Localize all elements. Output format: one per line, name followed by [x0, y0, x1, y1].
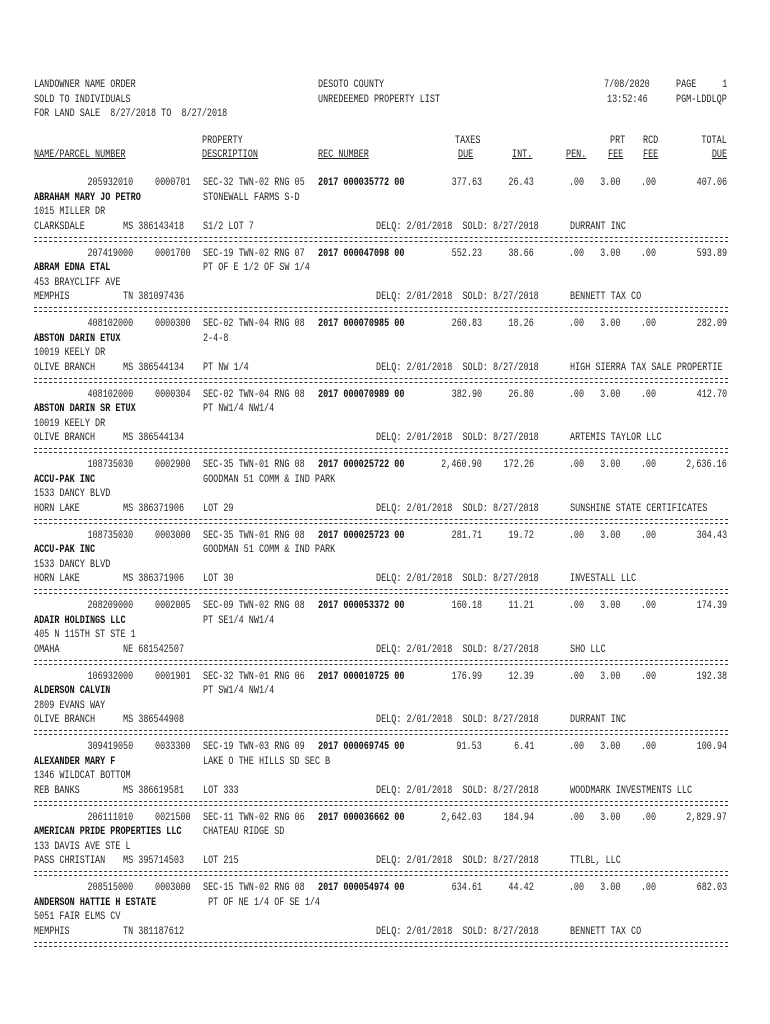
- rcd-fee: .00: [640, 318, 656, 330]
- total-due: 593.89: [696, 247, 727, 260]
- list-title: UNREDEEMED PROPERTY LIST: [318, 94, 441, 106]
- owner-city: HORN LAKE: [34, 502, 80, 515]
- landowner-name: ALEXANDER MARY F: [34, 755, 116, 768]
- owner-city: REB BANKS: [34, 784, 80, 797]
- delinquent-sold-dates: DELQ: 2/01/2018 SOLD: 8/27/2018: [376, 573, 539, 585]
- property-description-line-1: SEC-15 TWN-02 RNG 08: [203, 882, 305, 894]
- total-due: 100.94: [696, 741, 727, 753]
- owner-address: 1346 WILDCAT BOTTOM: [34, 770, 131, 782]
- property-description-line-1: SEC-19 TWN-03 RNG 09: [203, 741, 305, 753]
- owner-state-zip: MS 386371906: [123, 502, 185, 515]
- property-description-line-1: SEC-02 TWN-04 RNG 08: [203, 388, 305, 401]
- owner-address: 133 DAVIS AVE STE L: [34, 840, 131, 853]
- parcel-number: 205932010: [87, 177, 133, 189]
- penalty: .00: [568, 882, 584, 894]
- taxes-due: 377.63: [451, 177, 482, 189]
- total-due: 174.39: [696, 600, 727, 612]
- record-separator: [34, 378, 728, 383]
- rec-number: 2017 000069745 00: [318, 741, 405, 753]
- landowner-name: ADAIR HOLDINGS LLC: [34, 614, 126, 627]
- owner-address: 453 BRAYCLIFF AVE: [34, 276, 121, 289]
- interest: 38.66: [508, 247, 534, 260]
- total-header: TOTAL: [701, 135, 727, 147]
- parcel-number: 208515000: [87, 882, 133, 894]
- owner-state-zip: TN 381187612: [123, 925, 185, 938]
- rec-number: 2017 000053372 00: [318, 600, 405, 612]
- rec-number: 2017 000010725 00: [318, 670, 405, 683]
- rcd-fee: .00: [640, 811, 656, 824]
- record-separator: [34, 942, 728, 947]
- subparcel-number: 0001700: [155, 247, 191, 260]
- owner-state-zip: NE 681542507: [123, 643, 185, 656]
- pen-header: PEN.: [566, 149, 587, 161]
- rec-number: 2017 000070989 00: [318, 388, 405, 401]
- record-separator: [34, 448, 728, 453]
- owner-address: 10019 KEELY DR: [34, 417, 106, 430]
- rec-number: 2017 000025722 00: [318, 459, 405, 471]
- penalty: .00: [568, 177, 584, 189]
- parcel-number: 408102000: [87, 318, 133, 330]
- rcd-fee: .00: [640, 247, 656, 260]
- description-header: DESCRIPTION: [202, 149, 258, 161]
- penalty: .00: [568, 318, 584, 330]
- prt-fee: 3.00: [599, 388, 620, 401]
- rec-number: 2017 000025723 00: [318, 529, 405, 542]
- taxes-due: 160.18: [451, 600, 482, 612]
- landowner-name: ABSTON DARIN SR ETUX: [34, 403, 136, 415]
- owner-address: 1015 MILLER DR: [34, 206, 106, 218]
- sale-date-range: FOR LAND SALE 8/27/2018 TO 8/27/2018: [34, 108, 228, 120]
- owner-state-zip: TN 381097436: [123, 291, 185, 303]
- rcd-fee-header: FEE: [643, 149, 659, 161]
- prt-fee: 3.00: [599, 811, 620, 824]
- penalty: .00: [568, 741, 584, 753]
- record-separator: [34, 589, 728, 594]
- tax-sale-buyer: DURRANT INC: [570, 220, 626, 233]
- property-description-line-1: SEC-11 TWN-02 RNG 06: [203, 811, 305, 824]
- landowner-name: ABRAHAM MARY JO PETRO: [34, 191, 141, 204]
- delinquent-sold-dates: DELQ: 2/01/2018 SOLD: 8/27/2018: [376, 291, 539, 303]
- property-description-line-2: GOODMAN 51 COMM & IND PARK: [203, 544, 336, 556]
- taxes-due: 552.23: [451, 247, 482, 260]
- tax-sale-buyer: BENNETT TAX CO: [570, 925, 642, 938]
- subparcel-number: 0002005: [155, 600, 191, 612]
- taxes-due: 91.53: [456, 741, 482, 753]
- rcd-fee: .00: [640, 459, 656, 471]
- interest: 19.72: [508, 529, 534, 542]
- delinquent-sold-dates: DELQ: 2/01/2018 SOLD: 8/27/2018: [376, 714, 539, 726]
- subparcel-number: 0003000: [155, 529, 191, 542]
- prt-fee: 3.00: [599, 741, 620, 753]
- prt-header: PRT: [610, 135, 626, 147]
- owner-city: OLIVE BRANCH: [34, 432, 96, 444]
- delinquent-sold-dates: DELQ: 2/01/2018 SOLD: 8/27/2018: [376, 502, 539, 515]
- property-description-line-1: SEC-19 TWN-02 RNG 07: [203, 247, 305, 260]
- interest: 6.41: [513, 741, 534, 753]
- parcel-number: 208209000: [87, 600, 133, 612]
- tax-sale-buyer: HIGH SIERRA TAX SALE PROPERTIE: [570, 361, 723, 374]
- report-date: 7/08/2020: [604, 79, 650, 91]
- property-description-line-1: SEC-35 TWN-01 RNG 08: [203, 459, 305, 471]
- owner-city: HORN LAKE: [34, 573, 80, 585]
- parcel-number: 309419050: [87, 741, 133, 753]
- penalty: .00: [568, 388, 584, 401]
- subparcel-number: 0000300: [155, 318, 191, 330]
- owner-state-zip: MS 386143418: [123, 220, 185, 233]
- total-due: 412.70: [696, 388, 727, 401]
- delinquent-sold-dates: DELQ: 2/01/2018 SOLD: 8/27/2018: [376, 432, 539, 444]
- interest: 26.80: [508, 388, 534, 401]
- landowner-name: ABSTON DARIN ETUX: [34, 332, 121, 345]
- owner-city: MEMPHIS: [34, 291, 70, 303]
- owner-state-zip: MS 395714503: [123, 855, 185, 867]
- landowner-name: ALDERSON CALVIN: [34, 685, 111, 697]
- property-description-line-2: PT SW1/4 NW1/4: [203, 685, 275, 697]
- owner-address: 1533 DANCY BLVD: [34, 488, 111, 500]
- prt-fee: 3.00: [599, 600, 620, 612]
- rec-number: 2017 000070985 00: [318, 318, 405, 330]
- taxes-due: 634.61: [451, 882, 482, 894]
- total-due: 2,636.16: [686, 459, 727, 471]
- subparcel-number: 0002900: [155, 459, 191, 471]
- rec-number: 2017 000035772 00: [318, 177, 405, 189]
- total-due: 192.38: [696, 670, 727, 683]
- property-header: PROPERTY: [202, 135, 243, 147]
- subparcel-number: 0001901: [155, 670, 191, 683]
- owner-city: CLARKSDALE: [34, 220, 85, 233]
- rcd-fee: .00: [640, 388, 656, 401]
- interest: 184.94: [503, 811, 534, 824]
- penalty: .00: [568, 670, 584, 683]
- penalty: .00: [568, 600, 584, 612]
- record-separator: [34, 660, 728, 665]
- total-due: 282.09: [696, 318, 727, 330]
- penalty: .00: [568, 811, 584, 824]
- prt-fee: 3.00: [599, 882, 620, 894]
- due-header: DUE: [458, 149, 474, 161]
- parcel-number: 106932000: [87, 670, 133, 683]
- subparcel-number: 0003000: [155, 882, 191, 894]
- page-label: PAGE: [676, 79, 697, 91]
- owner-city: PASS CHRISTIAN: [34, 855, 106, 867]
- int-header: INT.: [512, 149, 533, 161]
- delinquent-sold-dates: DELQ: 2/01/2018 SOLD: 8/27/2018: [376, 784, 539, 797]
- report-order-title: LANDOWNER NAME ORDER: [34, 79, 136, 91]
- prt-fee: 3.00: [599, 177, 620, 189]
- total-due: 407.06: [696, 177, 727, 189]
- prt-fee: 3.00: [599, 247, 620, 260]
- property-description-line-1: SEC-35 TWN-01 RNG 08: [203, 529, 305, 542]
- rcd-fee: .00: [640, 600, 656, 612]
- tax-sale-buyer: DURRANT INC: [570, 714, 626, 726]
- taxes-due: 2,642.03: [441, 811, 482, 824]
- property-description-line-2: PT NW1/4 NW1/4: [203, 403, 275, 415]
- owner-city: OLIVE BRANCH: [34, 361, 96, 374]
- property-description-line-2: PT OF E 1/2 OF SW 1/4: [203, 262, 310, 274]
- tax-sale-buyer: ARTEMIS TAYLOR LLC: [570, 432, 662, 444]
- property-description-line-3: LOT 30: [203, 573, 234, 585]
- taxes-due: 281.71: [451, 529, 482, 542]
- landowner-name: AMERICAN PRIDE PROPERTIES LLC: [34, 826, 182, 838]
- prt-fee: 3.00: [599, 670, 620, 683]
- record-separator: [34, 519, 728, 524]
- delinquent-sold-dates: DELQ: 2/01/2018 SOLD: 8/27/2018: [376, 361, 539, 374]
- tax-sale-buyer: WOODMARK INVESTMENTS LLC: [570, 784, 693, 797]
- rcd-fee: .00: [640, 177, 656, 189]
- owner-state-zip: MS 386544908: [123, 714, 185, 726]
- parcel-number: 207419000: [87, 247, 133, 260]
- landowner-name: ACCU-PAK INC: [34, 544, 96, 556]
- tax-sale-buyer: INVESTALL LLC: [570, 573, 637, 585]
- owner-address: 2809 EVANS WAY: [34, 699, 106, 712]
- property-description-line-3: LOT 215: [203, 855, 239, 867]
- property-description-line-2: GOODMAN 51 COMM & IND PARK: [203, 473, 336, 486]
- property-description-line-2: PT SE1/4 NW1/4: [203, 614, 275, 627]
- property-description-line-2: PT OF NE 1/4 OF SE 1/4: [203, 896, 320, 909]
- penalty: .00: [568, 459, 584, 471]
- owner-city: MEMPHIS: [34, 925, 70, 938]
- total-due: 2,829.97: [686, 811, 727, 824]
- property-description-line-3: S1/2 LOT 7: [203, 220, 254, 233]
- parcel-number: 206111010: [87, 811, 133, 824]
- rcd-fee: .00: [640, 529, 656, 542]
- owner-city: OLIVE BRANCH: [34, 714, 96, 726]
- prt-fee-header: FEE: [608, 149, 624, 161]
- property-description-line-3: LOT 333: [203, 784, 239, 797]
- rcd-fee: .00: [640, 882, 656, 894]
- taxes-due: 176.99: [451, 670, 482, 683]
- delinquent-sold-dates: DELQ: 2/01/2018 SOLD: 8/27/2018: [376, 855, 539, 867]
- parcel-number: 408102000: [87, 388, 133, 401]
- rcd-header: RCD: [643, 135, 659, 147]
- property-description-line-3: LOT 29: [203, 502, 234, 515]
- owner-address: 5051 FAIR ELMS CV: [34, 911, 121, 923]
- delinquent-sold-dates: DELQ: 2/01/2018 SOLD: 8/27/2018: [376, 925, 539, 938]
- interest: 12.39: [508, 670, 534, 683]
- record-separator: [34, 871, 728, 876]
- taxes-due: 382.90: [451, 388, 482, 401]
- owner-state-zip: MS 386371906: [123, 573, 185, 585]
- landowner-name: ABRAM EDNA ETAL: [34, 262, 111, 274]
- owner-state-zip: MS 386544134: [123, 432, 185, 444]
- property-description-line-1: SEC-09 TWN-02 RNG 08: [203, 600, 305, 612]
- prt-fee: 3.00: [599, 459, 620, 471]
- rec-number: 2017 000047098 00: [318, 247, 405, 260]
- owner-state-zip: MS 386544134: [123, 361, 185, 374]
- record-separator: [34, 237, 728, 242]
- subparcel-number: 0021500: [155, 811, 191, 824]
- total-due: 304.43: [696, 529, 727, 542]
- penalty: .00: [568, 529, 584, 542]
- property-description-line-1: SEC-02 TWN-04 RNG 08: [203, 318, 305, 330]
- report-subtitle: SOLD TO INDIVIDUALS: [34, 94, 131, 106]
- tax-sale-buyer: BENNETT TAX CO: [570, 291, 642, 303]
- parcel-number: 108735030: [87, 459, 133, 471]
- property-description-line-2: 2-4-8: [203, 332, 229, 345]
- subparcel-number: 0033300: [155, 741, 191, 753]
- landowner-name: ACCU-PAK INC: [34, 473, 96, 486]
- interest: 26.43: [508, 177, 534, 189]
- interest: 11.21: [508, 600, 534, 612]
- interest: 172.26: [503, 459, 534, 471]
- tax-sale-buyer: TTLBL, LLC: [570, 855, 621, 867]
- delinquent-sold-dates: DELQ: 2/01/2018 SOLD: 8/27/2018: [376, 643, 539, 656]
- interest: 44.42: [508, 882, 534, 894]
- taxes-due: 2,460.90: [441, 459, 482, 471]
- record-separator: [34, 730, 728, 735]
- rec-number: 2017 000054974 00: [318, 882, 405, 894]
- tax-sale-buyer: SUNSHINE STATE CERTIFICATES: [570, 502, 708, 515]
- property-description-line-2: CHATEAU RIDGE SD: [203, 826, 285, 838]
- delinquent-sold-dates: DELQ: 2/01/2018 SOLD: 8/27/2018: [376, 220, 539, 233]
- property-description-line-2: STONEWALL FARMS S-D: [203, 191, 300, 204]
- owner-address: 405 N 115TH ST STE 1: [34, 629, 136, 641]
- parcel-number: 108735030: [87, 529, 133, 542]
- record-separator: [34, 307, 728, 312]
- owner-state-zip: MS 386619581: [123, 784, 185, 797]
- owner-city: OMAHA: [34, 643, 60, 656]
- interest: 18.26: [508, 318, 534, 330]
- rec-number-header: REC NUMBER: [318, 149, 369, 161]
- prt-fee: 3.00: [599, 318, 620, 330]
- rcd-fee: .00: [640, 741, 656, 753]
- taxes-due: 260.83: [451, 318, 482, 330]
- report-time: 13:52:46: [607, 94, 648, 106]
- total-due: 682.03: [696, 882, 727, 894]
- county-name: DESOTO COUNTY: [318, 79, 385, 91]
- total-due-header: DUE: [711, 149, 727, 161]
- property-description-line-1: SEC-32 TWN-02 RNG 05: [203, 177, 305, 189]
- name-parcel-header: NAME/PARCEL NUMBER: [34, 149, 126, 161]
- tax-sale-buyer: SHO LLC: [570, 643, 606, 656]
- rcd-fee: .00: [640, 670, 656, 683]
- prt-fee: 3.00: [599, 529, 620, 542]
- subparcel-number: 0000701: [155, 177, 191, 189]
- subparcel-number: 0000304: [155, 388, 191, 401]
- page-number: 1: [721, 79, 727, 91]
- owner-address: 10019 KEELY DR: [34, 347, 106, 359]
- penalty: .00: [568, 247, 584, 260]
- taxes-header: TAXES: [455, 135, 481, 147]
- program-id: PGM-LDDLQP: [676, 94, 727, 106]
- landowner-name: ANDERSON HATTIE H ESTATE: [34, 896, 157, 909]
- property-description-line-1: SEC-32 TWN-01 RNG 06: [203, 670, 305, 683]
- record-separator: [34, 801, 728, 806]
- property-description-line-3: PT NW 1/4: [203, 361, 249, 374]
- owner-address: 1533 DANCY BLVD: [34, 558, 111, 571]
- rec-number: 2017 000036662 00: [318, 811, 405, 824]
- property-description-line-2: LAKE O THE HILLS SD SEC B: [203, 755, 331, 768]
